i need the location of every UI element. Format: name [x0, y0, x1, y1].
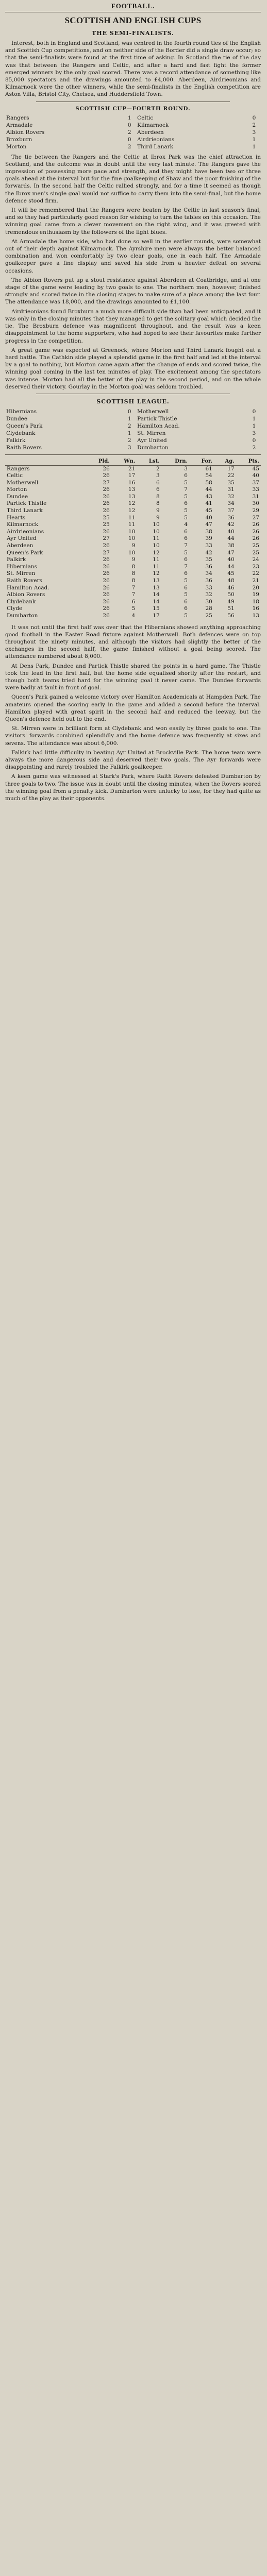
table-cell: 12: [153, 570, 160, 577]
table-cell: 47: [227, 549, 235, 556]
table-cell: 10: [153, 521, 160, 528]
home-team: Albion Rovers: [6, 129, 45, 135]
table-cell: 8: [131, 578, 136, 584]
report-paragraph: Airdrieonians found Broxburn a much more difficult side than had been anticipated, and it was only in the closing minutes that they managed to get the solitary goal which decided the tie. The Broxburn defence was magnificent throughout, and the result was a keen disappointment to the home supporters, who had hoped to see their favourites make further progress in the competition.: [5, 308, 261, 344]
table-cell: 11: [128, 521, 136, 528]
table-cell: 6: [184, 598, 188, 605]
table-cell: 6: [184, 570, 188, 577]
home-score: 0: [127, 408, 131, 415]
table-cell: 13: [128, 493, 136, 500]
report-paragraph: The Albion Rovers put up a stout resistance against Aberdeen at Coatbridge, and at one stage of the game were leading by two goals to one. The northern men, however, finished strongly and scored twice in the closing stages to make sure of a place among the last four. The attendance was 18,000, and the drawings amounted to £1,100.: [5, 277, 261, 306]
table-cell: 15: [153, 605, 160, 612]
table-cell: 25: [205, 612, 212, 619]
table-row: [5, 465, 261, 472]
away-team: Airdrieonians: [137, 136, 175, 143]
table-cell: 36: [227, 514, 235, 521]
table-cell: 5: [131, 605, 136, 612]
table-cell: 26: [252, 528, 259, 535]
club-name: Rangers: [7, 465, 30, 472]
table-cell: 26: [103, 598, 110, 605]
table-cell: 26: [103, 563, 110, 570]
table-cell: 11: [153, 563, 160, 570]
table-cell: 5: [184, 479, 188, 486]
report-paragraph: At Dens Park, Dundee and Partick Thistle shared the points in a hard game. The Thistle took the lead in the first half, but the home side equalised shortly after the restart, and though both teams tried hard for the winning goal it never came. The Dundee forwards were badly at fault in front of goal.: [5, 663, 261, 691]
table-cell: 26: [103, 591, 110, 598]
table-row: [5, 494, 261, 501]
home-team: Queen's Park: [6, 422, 43, 429]
table-row: [5, 486, 261, 494]
table-cell: 17: [227, 465, 235, 472]
table-cell: 5: [184, 507, 188, 514]
away-team: Third Lanark: [137, 143, 173, 150]
table-cell: 22: [252, 570, 259, 577]
table-cell: 23: [252, 563, 259, 570]
home-score: 2: [127, 422, 131, 429]
table-cell: 6: [184, 528, 188, 535]
table-cell: 48: [227, 578, 235, 584]
table-cell: 10: [128, 528, 136, 535]
table-cell: 42: [205, 549, 212, 556]
table-row: [5, 564, 261, 571]
table-cell: 35: [205, 556, 212, 563]
league-report: [5, 624, 261, 803]
table-cell: 54: [205, 472, 212, 479]
result-row: [5, 143, 261, 150]
table-cell: 5: [184, 493, 188, 500]
club-name: Dundee: [7, 493, 28, 500]
report-paragraph: St. Mirren were in brilliant form at Clydebank and won easily by three goals to one. The visitors' forwards combined splendidly and the home defence was frequently at sixes and sevens. The attendance was about 6,000.: [5, 725, 261, 747]
table-cell: 6: [184, 605, 188, 612]
home-team: Armadale: [6, 122, 33, 128]
table-cell: 14: [153, 598, 160, 605]
table-cell: 13: [128, 486, 136, 493]
away-score: 2: [252, 122, 256, 128]
table-cell: 45: [252, 465, 259, 472]
section-label: FOOTBALL.: [5, 2, 261, 12]
table-row: [5, 613, 261, 620]
table-cell: 26: [103, 507, 110, 514]
table-cell: 7: [184, 486, 188, 493]
table-cell: 27: [103, 549, 110, 556]
table-cell: 43: [205, 493, 212, 500]
away-team: Partick Thistle: [137, 415, 177, 422]
home-score: 3: [127, 444, 131, 451]
table-row: [5, 515, 261, 522]
table-cell: 6: [156, 486, 160, 493]
table-cell: 26: [103, 578, 110, 584]
table-cell: 26: [103, 612, 110, 619]
table-cell: 36: [205, 563, 212, 570]
fourth-round-heading: SCOTTISH CUP—FOURTH ROUND.: [75, 106, 191, 112]
cup-report: [5, 154, 261, 391]
away-team: St. Mirren: [137, 430, 166, 436]
report-paragraph: It was not until the first half was over that the Hibernians showed anything approaching good football in the Easter Road fixture against Motherwell. Both defences were on top throughout the ninety minutes, and although the visitors had slightly the better of the exchanges in the second half, the game finished without a goal being scored. The attendance numbered about 8,000.: [5, 624, 261, 660]
table-cell: 26: [103, 605, 110, 612]
table-cell: 37: [227, 507, 235, 514]
result-row: [5, 422, 261, 430]
table-cell: 47: [205, 521, 212, 528]
result-row: [5, 136, 261, 143]
report-paragraph: The tie between the Rangers and the Celtic at Ibrox Park was the chief attraction in Scotland, and the outcome was in doubt until the very last minute. The Rangers gave the impression of possessing more pace and strength, and they might have been two or three goals ahead at the interval but for the fine goalkeeping of Shaw and the poor finishing of the forwards. In the second half the Celtic rallied strongly, and for a time it seemed as though the Ibrox men's single goal would not suffice to carry them into the semi-final, but the home defence stood firm.: [5, 154, 261, 204]
table-cell: 30: [252, 500, 259, 507]
headline: SCOTTISH AND ENGLISH CUPS: [64, 15, 202, 25]
table-cell: 6: [184, 556, 188, 563]
table-cell: 33: [252, 486, 259, 493]
table-cell: 56: [227, 612, 235, 619]
table-row: [5, 535, 261, 543]
table-header: For.: [189, 458, 214, 465]
table-row: [5, 521, 261, 529]
table-cell: 45: [227, 570, 235, 577]
table-cell: 8: [156, 500, 160, 507]
table-cell: 35: [227, 479, 235, 486]
table-cell: 25: [252, 549, 259, 556]
table-header: Pts.: [236, 458, 261, 465]
table-row: [5, 599, 261, 606]
club-name: Morton: [7, 486, 27, 493]
table-cell: 13: [252, 612, 259, 619]
table-cell: 20: [252, 584, 259, 591]
table-cell: 38: [227, 543, 235, 549]
table-cell: 40: [227, 556, 235, 563]
away-score: 0: [252, 437, 256, 444]
table-cell: 27: [103, 479, 110, 486]
table-cell: 26: [103, 493, 110, 500]
club-name: Partick Thistle: [7, 500, 47, 507]
club-name: Hibernians: [7, 563, 38, 570]
table-cell: 3: [156, 472, 160, 479]
table-cell: 31: [252, 493, 259, 500]
club-name: Hearts: [7, 514, 26, 521]
table-cell: 26: [103, 528, 110, 535]
table-cell: 32: [227, 493, 235, 500]
away-team: Hamilton Acad.: [137, 422, 180, 429]
away-score: 1: [252, 143, 256, 150]
result-row: [5, 430, 261, 437]
club-name: Raith Rovers: [7, 578, 42, 584]
table-row: [5, 480, 261, 487]
table-cell: 33: [205, 584, 212, 591]
table-cell: 40: [205, 514, 212, 521]
table-cell: 6: [184, 500, 188, 507]
table-row: [5, 605, 261, 613]
table-cell: 40: [227, 528, 235, 535]
table-row: [5, 500, 261, 507]
table-cell: 3: [184, 465, 188, 472]
table-cell: 50: [227, 591, 235, 598]
table-cell: 26: [103, 556, 110, 563]
table-cell: 7: [131, 591, 136, 598]
intro-paragraph: Interest, both in England and Scotland, was centred in the fourth round ties of the English and Scottish Cup competitions, and on neither side of the Border did a single draw occur; so that the semi-finalists were found at the first time of asking. In Scotland the tie of the day was that between the Rangers and Celtic, and after a hard and fast fight the former emerged winners by the only goal scored. There was a record attendance of something like 85,000 spectators and the drawings amounted to £4,000. Aberdeen, Airdrieonians and Kilmarnock were the other winners, while the semi-finalists in the English competition are Aston Villa, Bristol City, Chelsea, and Huddersfield Town.: [5, 40, 261, 98]
table-cell: 16: [252, 605, 259, 612]
table-cell: 10: [153, 528, 160, 535]
report-paragraph: Queen's Park gained a welcome victory over Hamilton Academicals at Hampden Park. The amateurs opened the scoring early in the game and added a second before the interval. Hamilton played with great spirit in the second half and reduced the leeway, but the Queen's defence held out to the end.: [5, 694, 261, 723]
table-cell: 4: [131, 612, 136, 619]
table-row: [5, 507, 261, 515]
table-cell: 26: [103, 584, 110, 591]
table-row: [5, 543, 261, 550]
table-row: [5, 556, 261, 564]
home-score: 0: [127, 122, 131, 128]
table-row: [5, 578, 261, 585]
club-name: Queen's Park: [7, 549, 43, 556]
table-cell: 12: [128, 507, 136, 514]
table-cell: 21: [128, 465, 136, 472]
home-score: 1: [127, 415, 131, 422]
result-row: [5, 114, 261, 122]
league-table: [5, 458, 261, 620]
home-score: 1: [127, 114, 131, 121]
table-cell: 51: [227, 605, 235, 612]
report-paragraph: At Armadale the home side, who had done so well in the earlier rounds, were somewhat out of their depth against Kilmarnock. The Ayrshire men were always the better balanced combination and won comfortably by two clear goals, one in each half. The Armadale goalkeeper gave a fine display and saved his side from a heavier defeat on several occasions.: [5, 238, 261, 274]
club-name: Motherwell: [7, 479, 39, 486]
table-cell: 26: [103, 570, 110, 577]
home-score: 2: [127, 437, 131, 444]
club-name: Aberdeen: [7, 543, 34, 549]
table-cell: 12: [128, 500, 136, 507]
club-name: Hamilton Acad.: [7, 584, 49, 591]
table-cell: 25: [103, 521, 110, 528]
home-team: Dundee: [6, 415, 28, 422]
away-team: Celtic: [137, 114, 154, 121]
table-cell: 46: [227, 584, 235, 591]
home-team: Raith Rovers: [6, 444, 42, 451]
table-cell: 29: [252, 507, 259, 514]
away-team: Dumbarton: [137, 444, 169, 451]
table-header: Wn.: [111, 458, 137, 465]
table-cell: 49: [227, 598, 235, 605]
result-row: [5, 122, 261, 129]
table-cell: 27: [103, 535, 110, 542]
table-cell: 21: [252, 578, 259, 584]
away-score: 1: [252, 415, 256, 422]
home-team: Morton: [6, 143, 27, 150]
table-cell: 44: [205, 486, 212, 493]
table-cell: 9: [156, 507, 160, 514]
table-cell: 13: [153, 578, 160, 584]
table-header: Pld.: [86, 458, 111, 465]
table-cell: 5: [184, 591, 188, 598]
table-cell: 26: [252, 521, 259, 528]
home-score: 1: [127, 430, 131, 436]
table-cell: 25: [252, 543, 259, 549]
table-row: [5, 550, 261, 557]
league-heading: SCOTTISH LEAGUE.: [96, 398, 170, 405]
table-cell: 11: [128, 514, 136, 521]
table-cell: 12: [153, 549, 160, 556]
table-cell: 9: [131, 556, 136, 563]
club-name: Ayr United: [7, 535, 37, 542]
home-team: Broxburn: [6, 136, 32, 143]
club-name: Celtic: [7, 472, 23, 479]
report-paragraph: It will be remembered that the Rangers were beaten by the Celtic in last season's final, and so they had particularly good reason for wishing to turn the tables on this occasion. The winning goal came from a clever movement on the right wing, and it was greeted with tremendous enthusiasm by the followers of the light blues.: [5, 207, 261, 235]
table-cell: 39: [205, 535, 212, 542]
club-name: Airdrieonians: [7, 528, 44, 535]
table-row: [5, 472, 261, 480]
table-cell: 28: [205, 605, 212, 612]
table-cell: 17: [128, 472, 136, 479]
table-cell: 6: [184, 472, 188, 479]
result-row: [5, 437, 261, 444]
table-cell: 38: [205, 528, 212, 535]
table-cell: 5: [184, 612, 188, 619]
table-cell: 27: [252, 514, 259, 521]
away-score: 3: [252, 129, 256, 135]
away-team: Motherwell: [137, 408, 169, 415]
home-team: Rangers: [6, 114, 29, 121]
table-cell: 6: [131, 598, 136, 605]
home-score: 0: [127, 136, 131, 143]
table-cell: 10: [153, 543, 160, 549]
table-header: Lst.: [137, 458, 161, 465]
table-cell: 8: [131, 563, 136, 570]
table-row: [5, 585, 261, 592]
table-cell: 8: [131, 570, 136, 577]
table-cell: 26: [252, 535, 259, 542]
table-cell: 45: [205, 507, 212, 514]
table-cell: 6: [184, 535, 188, 542]
table-cell: 10: [128, 549, 136, 556]
table-cell: 26: [103, 465, 110, 472]
table-cell: 7: [184, 563, 188, 570]
club-name: Albion Rovers: [7, 591, 45, 598]
home-team: Clydebank: [6, 430, 36, 436]
table-cell: 30: [205, 598, 212, 605]
table-cell: 16: [128, 479, 136, 486]
home-score: 2: [127, 143, 131, 150]
club-name: Clyde: [7, 605, 23, 612]
table-cell: 22: [227, 472, 235, 479]
away-score: 0: [252, 114, 256, 121]
table-header: [5, 458, 86, 465]
table-cell: 11: [153, 556, 160, 563]
away-team: Kilmarnock: [137, 122, 169, 128]
report-paragraph: Falkirk had little difficulty in beating Ayr United at Brockville Park. The home team were always the more dangerous side and deserved their two goals. The Ayr forwards were disappointing and rarely troubled the Falkirk goalkeeper.: [5, 749, 261, 771]
table-header: Ag.: [214, 458, 236, 465]
table-cell: 26: [103, 472, 110, 479]
table-cell: 34: [205, 570, 212, 577]
table-cell: 61: [205, 465, 212, 472]
table-cell: 25: [103, 514, 110, 521]
table-cell: 42: [227, 521, 235, 528]
table-cell: 31: [227, 486, 235, 493]
report-paragraph: A keen game was witnessed at Stark's Park, where Raith Rovers defeated Dumbarton by three goals to two. The issue was in doubt until the closing minutes, when the Rovers scored the winning goal from a penalty kick. Dumbarton were unlucky to lose, for they had quite as much of the play as their opponents.: [5, 773, 261, 802]
table-row: [5, 591, 261, 599]
away-score: 3: [252, 430, 256, 436]
table-cell: 26: [103, 543, 110, 549]
table-cell: 11: [153, 535, 160, 542]
club-name: Dumbarton: [7, 612, 38, 619]
table-cell: 6: [184, 584, 188, 591]
table-row: [5, 570, 261, 578]
table-cell: 8: [156, 493, 160, 500]
table-cell: 9: [156, 514, 160, 521]
divider: [36, 101, 230, 102]
away-score: 1: [252, 136, 256, 143]
result-row: [5, 415, 261, 422]
club-name: Falkirk: [7, 556, 26, 563]
club-name: Kilmarnock: [7, 521, 39, 528]
table-cell: 10: [128, 535, 136, 542]
league-results: [5, 408, 261, 451]
table-cell: 26: [103, 486, 110, 493]
table-cell: 5: [184, 549, 188, 556]
table-cell: 33: [205, 543, 212, 549]
table-cell: 2: [156, 465, 160, 472]
table-cell: 9: [131, 543, 136, 549]
table-cell: 32: [205, 591, 212, 598]
club-name: Clydebank: [7, 598, 36, 605]
home-score: 2: [127, 129, 131, 135]
table-cell: 17: [153, 612, 160, 619]
table-cell: 13: [153, 584, 160, 591]
table-cell: 5: [184, 514, 188, 521]
table-cell: 19: [252, 591, 259, 598]
table-cell: 36: [205, 578, 212, 584]
away-score: 0: [252, 408, 256, 415]
away-score: 2: [252, 444, 256, 451]
table-cell: 4: [184, 521, 188, 528]
table-cell: 34: [227, 500, 235, 507]
table-cell: 41: [205, 500, 212, 507]
table-cell: 40: [252, 472, 259, 479]
table-cell: 44: [227, 563, 235, 570]
club-name: Third Lanark: [7, 507, 43, 514]
result-row: [5, 408, 261, 415]
result-row: [5, 129, 261, 136]
fourth-round-results: [5, 114, 261, 150]
result-row: [5, 444, 261, 451]
home-team: Falkirk: [6, 437, 26, 444]
divider: [5, 454, 261, 455]
table-cell: 6: [156, 479, 160, 486]
table-cell: 44: [227, 535, 235, 542]
table-cell: 26: [103, 500, 110, 507]
report-paragraph: A great game was expected at Greenock, where Morton and Third Lanark fought out a hard battle. The Cathkin side played a splendid game in the first half and led at the interval by a goal to nothing, but Morton came again after the change of ends and scored twice, the winning goal coming in the last ten minutes of play. The excitement among the spectators was intense. Morton had all the better of the play in the second period, and on the whole deserved their victory. Gourlay in the Morton goal was seldom troubled.: [5, 347, 261, 390]
home-team: Hibernians: [6, 408, 37, 415]
away-team: Ayr United: [137, 437, 167, 444]
table-cell: 7: [131, 584, 136, 591]
club-name: St. Mirren: [7, 570, 36, 577]
semi-finalists-heading: THE SEMI-FINALISTS.: [92, 30, 174, 37]
table-header: Drn.: [161, 458, 189, 465]
table-cell: 5: [184, 578, 188, 584]
away-score: 1: [252, 422, 256, 429]
table-cell: 24: [252, 556, 259, 563]
table-cell: 18: [252, 598, 259, 605]
table-cell: 37: [252, 479, 259, 486]
away-team: Aberdeen: [137, 129, 164, 135]
table-row: [5, 529, 261, 536]
table-cell: 7: [184, 543, 188, 549]
table-cell: 14: [153, 591, 160, 598]
table-cell: 58: [205, 479, 212, 486]
